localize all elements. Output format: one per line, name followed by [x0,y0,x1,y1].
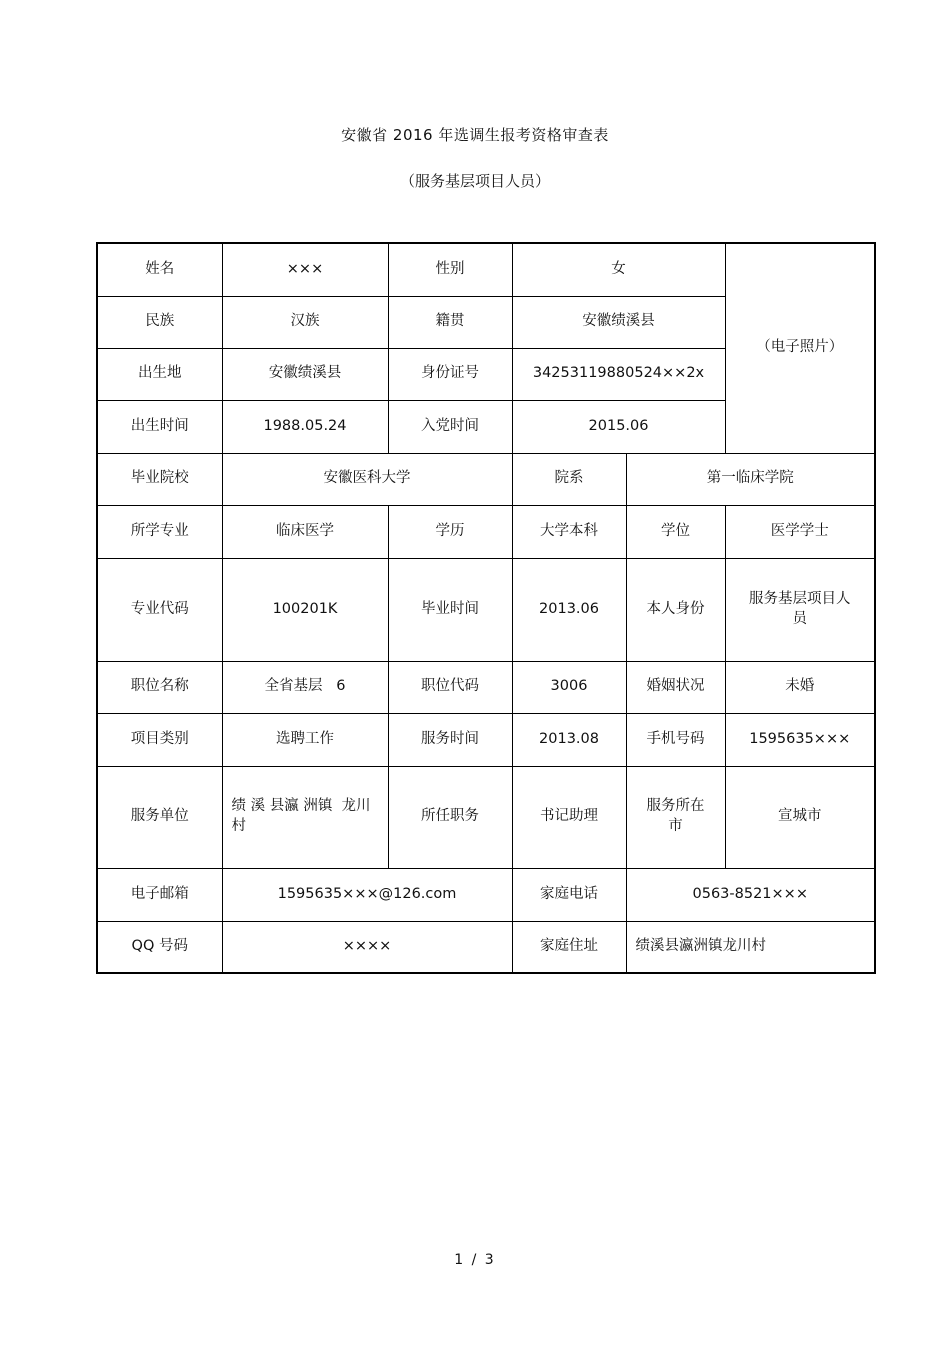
table-row [97,558,875,661]
duty-label: 所任职务 [388,766,512,868]
table-row [97,766,875,868]
table-row [97,505,875,558]
service-time-value: 2013.08 [512,713,626,766]
major-code-value: 100201K [222,558,388,661]
unit-value [222,766,388,868]
qq-value: ×××× [222,921,512,973]
department-value: 第一临床学院 [626,453,875,505]
position-name-value: 全省基层 6 [222,661,388,713]
school-label: 毕业院校 [97,453,222,505]
phone-label: 手机号码 [626,713,725,766]
unit-value-line2: 村 [231,818,246,834]
name-label: 姓名 [97,243,222,296]
position-code-label: 职位代码 [388,661,512,713]
service-time-label: 服务时间 [388,713,512,766]
birthplace-value: 安徽绩溪县 [222,348,388,400]
email-value: 1595635×××@126.com [222,868,512,921]
birthplace-label: 出生地 [97,348,222,400]
table-row [97,453,875,505]
grad-time-value: 2013.06 [512,558,626,661]
degree-value: 医学学士 [725,505,875,558]
qualification-form-table [96,242,876,974]
qq-label: QQ 号码 [97,921,222,973]
birthdate-label: 出生时间 [97,400,222,453]
ethnicity-value: 汉族 [222,296,388,348]
major-value: 临床医学 [222,505,388,558]
page-subtitle: （服务基层项目人员） [399,172,550,190]
city-label [626,766,725,868]
degree-label: 学位 [626,505,725,558]
id-number-label: 身份证号 [388,348,512,400]
city-label-line2: 市 [668,818,683,834]
education-label: 学历 [388,505,512,558]
native-place-label: 籍贯 [388,296,512,348]
duty-value: 书记助理 [512,766,626,868]
project-type-label: 项目类别 [97,713,222,766]
school-value: 安徽医科大学 [222,453,512,505]
identity-value-line2: 员 [792,610,807,627]
identity-label: 本人身份 [626,558,725,661]
id-number-value: 34253119880524××2x [512,348,725,400]
home-phone-value: 0563-8521××× [626,868,875,921]
ethnicity-label: 民族 [97,296,222,348]
party-date-value: 2015.06 [512,400,725,453]
position-name-label: 职位名称 [97,661,222,713]
photo-placeholder: （电子照片） [725,243,875,453]
gender-label: 性别 [388,243,512,296]
unit-value-line1: 绩 溪 县瀛 洲镇 龙川 [231,798,371,815]
phone-value: 1595635××× [725,713,875,766]
email-label: 电子邮箱 [97,868,222,921]
city-label-line1: 服务所在 [646,798,705,815]
position-code-value: 3006 [512,661,626,713]
project-type-value: 选聘工作 [222,713,388,766]
table-row [97,713,875,766]
gender-value: 女 [512,243,725,296]
party-date-label: 入党时间 [388,400,512,453]
education-value: 大学本科 [512,505,626,558]
address-value: 绩溪县瀛洲镇龙川村 [626,921,875,973]
page-number: 1 / 3 [454,1252,496,1268]
identity-value [725,558,875,661]
unit-label: 服务单位 [97,766,222,868]
table-row [97,868,875,921]
grad-time-label: 毕业时间 [388,558,512,661]
table-row [97,921,875,973]
major-code-label: 专业代码 [97,558,222,661]
table-row [97,243,875,296]
home-phone-label: 家庭电话 [512,868,626,921]
table-row [97,661,875,713]
marital-value: 未婚 [725,661,875,713]
marital-label: 婚姻状况 [626,661,725,713]
page-title: 安徽省 2016 年选调生报考资格审查表 [341,126,609,144]
native-place-value: 安徽绩溪县 [512,296,725,348]
address-label: 家庭住址 [512,921,626,973]
city-value: 宣城市 [725,766,875,868]
major-label: 所学专业 [97,505,222,558]
name-value: ××× [222,243,388,296]
identity-value-line1: 服务基层项目人 [749,590,851,607]
birthdate-value: 1988.05.24 [222,400,388,453]
department-label: 院系 [512,453,626,505]
